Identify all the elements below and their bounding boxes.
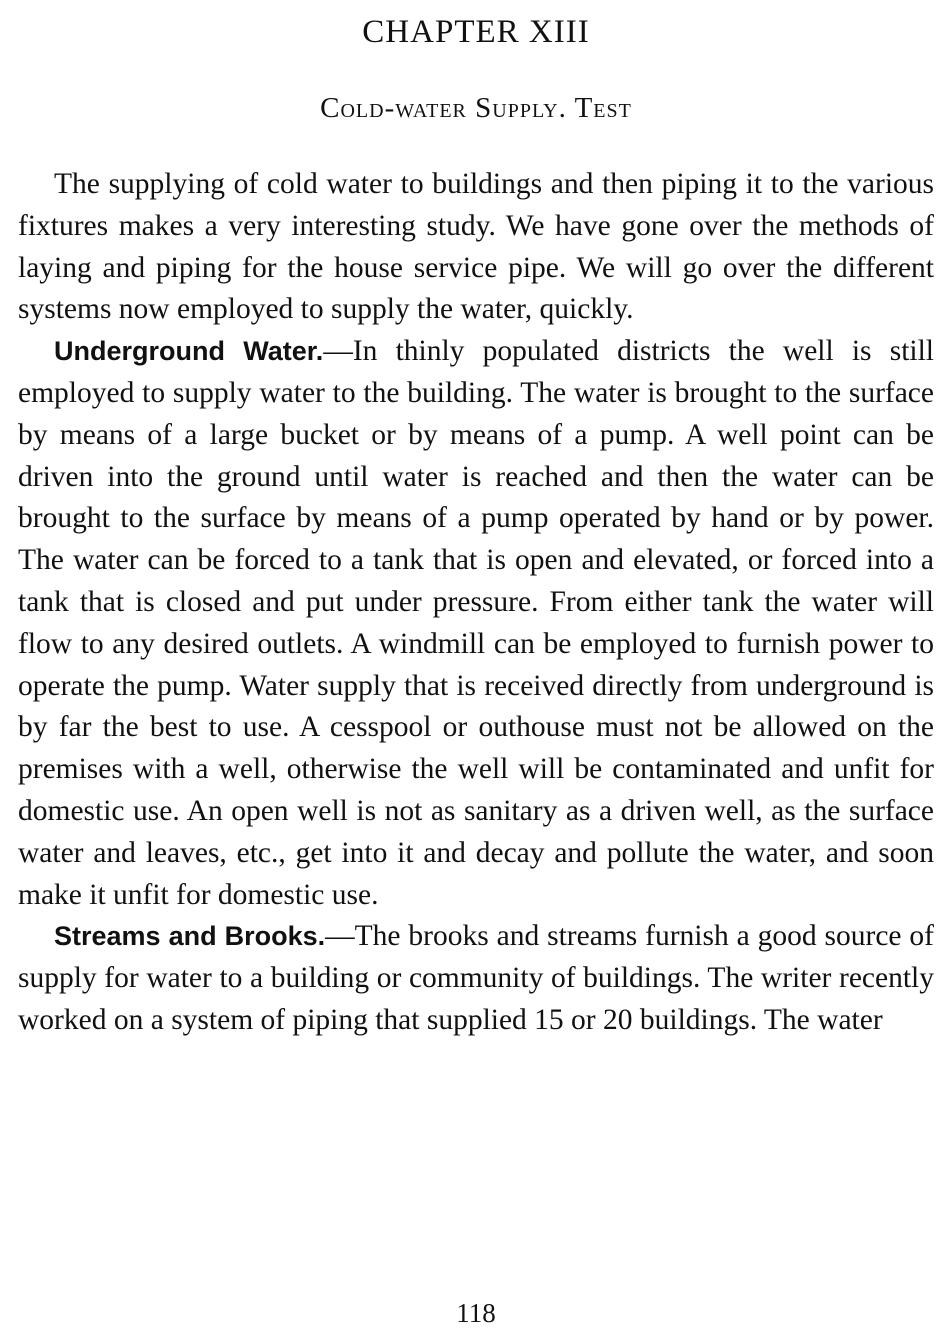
paragraph-text: The supplying of cold water to buildings and then piping it to the various fixtures makes a very interesting study. We have gone over the methods of laying and piping for the house service pipe. We will go over the different systems now employed to supply the water, quickly.: [18, 168, 934, 326]
run-in-heading-streams-and-brooks: Streams and Brooks.: [54, 921, 326, 952]
run-in-heading-underground-water: Underground Water.: [54, 336, 324, 367]
paragraph-streams-and-brooks: [18, 916, 934, 1041]
paragraph-underground-water: [18, 331, 934, 916]
paragraph-intro: [18, 164, 934, 331]
book-page: [18, 0, 934, 1339]
paragraph-text: —In thinly populated districts the well is still employed to supply water to the building. The water is brought to the surface by means of a large bucket or by means of a pump. A well point can be driven into the ground until water is reached and then the water can be brought to the surface by means of a pump operated by hand or by power. The water can be forced to a tank that is open and elevated, or forced into a tank that is closed and put under pressure. From either tank the water will flow to any desired outlets. A windmill can be employed to furnish power to operate the pump. Water supply that is received directly from underground is by far the best to use. A cesspool or outhouse must not be allowed on the premises with a well, otherwise the well will be contaminated and unfit for domestic use. An open well is not as sanitary as a driven well, as the surface water and leaves, etc., get into it and decay and pollute the water, and soon make it unfit for domestic use.: [18, 335, 934, 911]
section-title: Cold-water Supply. Test: [320, 92, 632, 124]
body-text: [18, 164, 934, 1042]
paragraph-text: —The brooks and streams furnish a good source of supply for water to a building or community of buildings. The writer recently worked on a system of piping that supplied 15 or 20 buildings. The water: [18, 920, 934, 1036]
chapter-title: CHAPTER XIII: [362, 14, 590, 50]
page-number: 118: [456, 1298, 496, 1328]
